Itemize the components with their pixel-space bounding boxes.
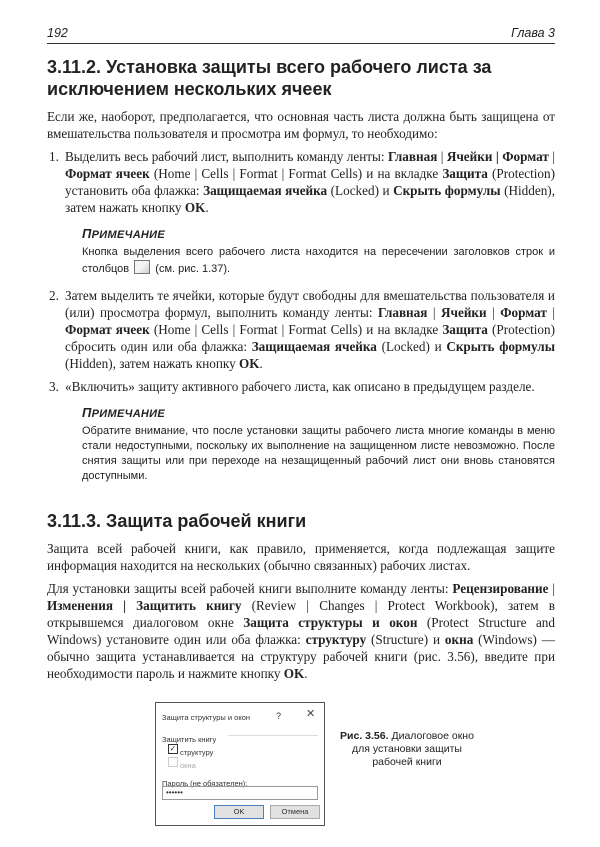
list-item-text bbox=[65, 379, 535, 394]
windows-checkbox[interactable] bbox=[168, 757, 178, 767]
list-item bbox=[47, 378, 555, 395]
note-title-rest: РИМЕЧАНИЕ bbox=[91, 408, 166, 420]
text-run: | bbox=[548, 581, 556, 596]
text-run: «Включить» защиту активного рабочего листа, как описано в предыдущем разделе. bbox=[65, 379, 535, 394]
windows-label: окна bbox=[180, 761, 196, 770]
text-run: (Protection) установить оба флажка: bbox=[65, 166, 555, 198]
bold-term: Формат bbox=[500, 305, 547, 320]
note-text bbox=[82, 245, 555, 277]
select-all-button-icon bbox=[134, 260, 150, 274]
bold-term: Скрыть формулы bbox=[446, 339, 555, 354]
list-number: 1. bbox=[49, 149, 59, 164]
text-run: (Protection) сбросить один или оба флажка: bbox=[65, 322, 555, 354]
list-number: 3. bbox=[49, 379, 59, 394]
text-run: (Structure) и bbox=[366, 632, 445, 647]
bold-term: структуру bbox=[305, 632, 367, 647]
text-run: Защита всей рабочей книги, как правило, применяется, когда подлежащая защите информация находится на нескольких (обычно связанных) рабочих листах. bbox=[47, 541, 555, 573]
text-run: | bbox=[548, 149, 555, 164]
note-box bbox=[82, 405, 555, 484]
note-title bbox=[82, 226, 555, 243]
text-run: (Hidden), затем нажать кнопку bbox=[65, 183, 555, 215]
text-run: (Windows) — обычно защита устанавливается на структуру рабочей книги (рис. 3.56), введите при необходимости пароль и нажмите кнопку bbox=[47, 632, 555, 681]
close-icon[interactable]: ✕ bbox=[306, 708, 316, 720]
intro-paragraph bbox=[47, 108, 555, 142]
text-run: | bbox=[437, 149, 447, 164]
text-run: (Hidden), затем нажать кнопку bbox=[65, 356, 240, 371]
text-run: Для установки защиты всей рабочей книги выполните команду ленты: bbox=[47, 581, 453, 596]
figure-3-56 bbox=[47, 702, 555, 832]
note-title-cap: П bbox=[82, 226, 92, 241]
bold-term: OK bbox=[239, 356, 260, 371]
list-item-text bbox=[65, 149, 555, 215]
page-content bbox=[47, 52, 555, 832]
bold-term: Изменения | Защитить книгу bbox=[47, 598, 242, 613]
paragraph bbox=[47, 540, 555, 574]
list-item bbox=[47, 287, 555, 372]
text-run: (Locked) и bbox=[376, 339, 447, 354]
text-run: Если же, наоборот, предполагается, что основная часть листа должна быть защищена от вмешательства пользователя и просмотра им формул, то необходимо: bbox=[47, 109, 555, 141]
password-input[interactable]: •••••• bbox=[162, 786, 318, 800]
text-run: (Home | Cells | Format | Format Cells) и на вкладке bbox=[149, 322, 443, 337]
text-run: | bbox=[486, 305, 501, 320]
text-run: | bbox=[427, 305, 441, 320]
bold-term: OK bbox=[184, 200, 206, 215]
list-item bbox=[47, 148, 555, 216]
bold-term: Защищаемая ячейка bbox=[251, 339, 377, 354]
cancel-button[interactable]: Отмена bbox=[270, 805, 320, 819]
section-title-3-11-2: 3.11.2. Установка защиты всего рабочего листа за исключением нескольких ячеек bbox=[47, 57, 492, 99]
bold-term: Ячейки | Формат bbox=[446, 149, 549, 164]
text-run: Затем выделить те ячейки, которые будут свободны для вмешательства пользователя и (или) просмотра формул, выполнить команду ленты: bbox=[65, 288, 555, 320]
group-divider bbox=[228, 735, 318, 736]
text-run: . bbox=[205, 200, 209, 215]
help-icon[interactable]: ? bbox=[276, 711, 282, 721]
list-item-text bbox=[65, 288, 555, 371]
caption-number: Рис. 3.56. bbox=[340, 730, 389, 742]
figure-caption bbox=[337, 730, 477, 769]
list-number: 2. bbox=[49, 288, 59, 303]
running-header bbox=[47, 26, 555, 44]
dialog-title: Защита структуры и окон bbox=[162, 713, 251, 722]
bold-term: окна bbox=[444, 632, 474, 647]
text-run: (Home | Cells | Format | Format Cells) и на вкладке bbox=[149, 166, 443, 181]
text-run: (Review | Changes | Protect Workbook), затем в открывшемся диалоговом окне bbox=[47, 598, 555, 630]
password-label: Пароль (не обязателен): bbox=[162, 779, 248, 788]
bold-term: Ячейки bbox=[441, 305, 487, 320]
text-run: Выделить весь рабочий лист, выполнить команду ленты: bbox=[65, 149, 388, 164]
ok-button[interactable]: OK bbox=[214, 805, 264, 819]
chapter-label: Глава 3 bbox=[511, 26, 555, 40]
paragraph bbox=[47, 580, 555, 682]
text-run: . bbox=[259, 356, 263, 371]
bold-term: Формат ячеек bbox=[65, 322, 150, 337]
group-label: Защитить книгу bbox=[162, 735, 217, 744]
text-run: . bbox=[304, 666, 308, 681]
bold-term: Рецензирование bbox=[452, 581, 549, 596]
note-text-before: Кнопка выделения всего рабочего листа находится на пересечении заголовков строк и столбцов bbox=[82, 246, 555, 275]
note-title-rest: РИМЕЧАНИЕ bbox=[91, 229, 166, 241]
text-run: (Locked) и bbox=[327, 183, 394, 198]
structure-checkbox[interactable]: ✓ bbox=[169, 744, 177, 753]
note-title bbox=[82, 405, 555, 422]
note-title-cap: П bbox=[82, 405, 92, 420]
protect-structure-dialog bbox=[155, 702, 325, 826]
caption-text: Диалоговое окно для установки защиты рабочей книги bbox=[352, 730, 474, 768]
text-run: | bbox=[546, 305, 556, 320]
note-text-after: (см. рис. 1.37). bbox=[152, 263, 231, 275]
bold-term: Формат ячеек bbox=[65, 166, 150, 181]
bold-term: Главная bbox=[387, 149, 438, 164]
page-number: 192 bbox=[47, 26, 68, 40]
text-run: (Protect Structure and Windows) установите один или оба флажка: bbox=[47, 615, 555, 647]
bold-term: Защита структуры и окон bbox=[243, 615, 418, 630]
bold-term: OK bbox=[283, 666, 305, 681]
bold-term: Главная bbox=[378, 305, 428, 320]
bold-term: Защищаемая ячейка bbox=[203, 183, 328, 198]
structure-label: структуру bbox=[180, 748, 214, 757]
bold-term: Защита bbox=[442, 166, 488, 181]
note-box bbox=[82, 226, 555, 277]
bold-term: Скрыть формулы bbox=[393, 183, 501, 198]
section-title-3-11-3: 3.11.3. Защита рабочей книги bbox=[47, 511, 307, 531]
note-text: Обратите внимание, что после установки защиты рабочего листа многие команды в меню стали недоступными, поскольку их выполнение на защищенном листе невозможно. После снятия защиты или при переходе на незащищенный рабочий лист они вновь становятся доступными. bbox=[82, 425, 555, 482]
bold-term: Защита bbox=[442, 322, 488, 337]
